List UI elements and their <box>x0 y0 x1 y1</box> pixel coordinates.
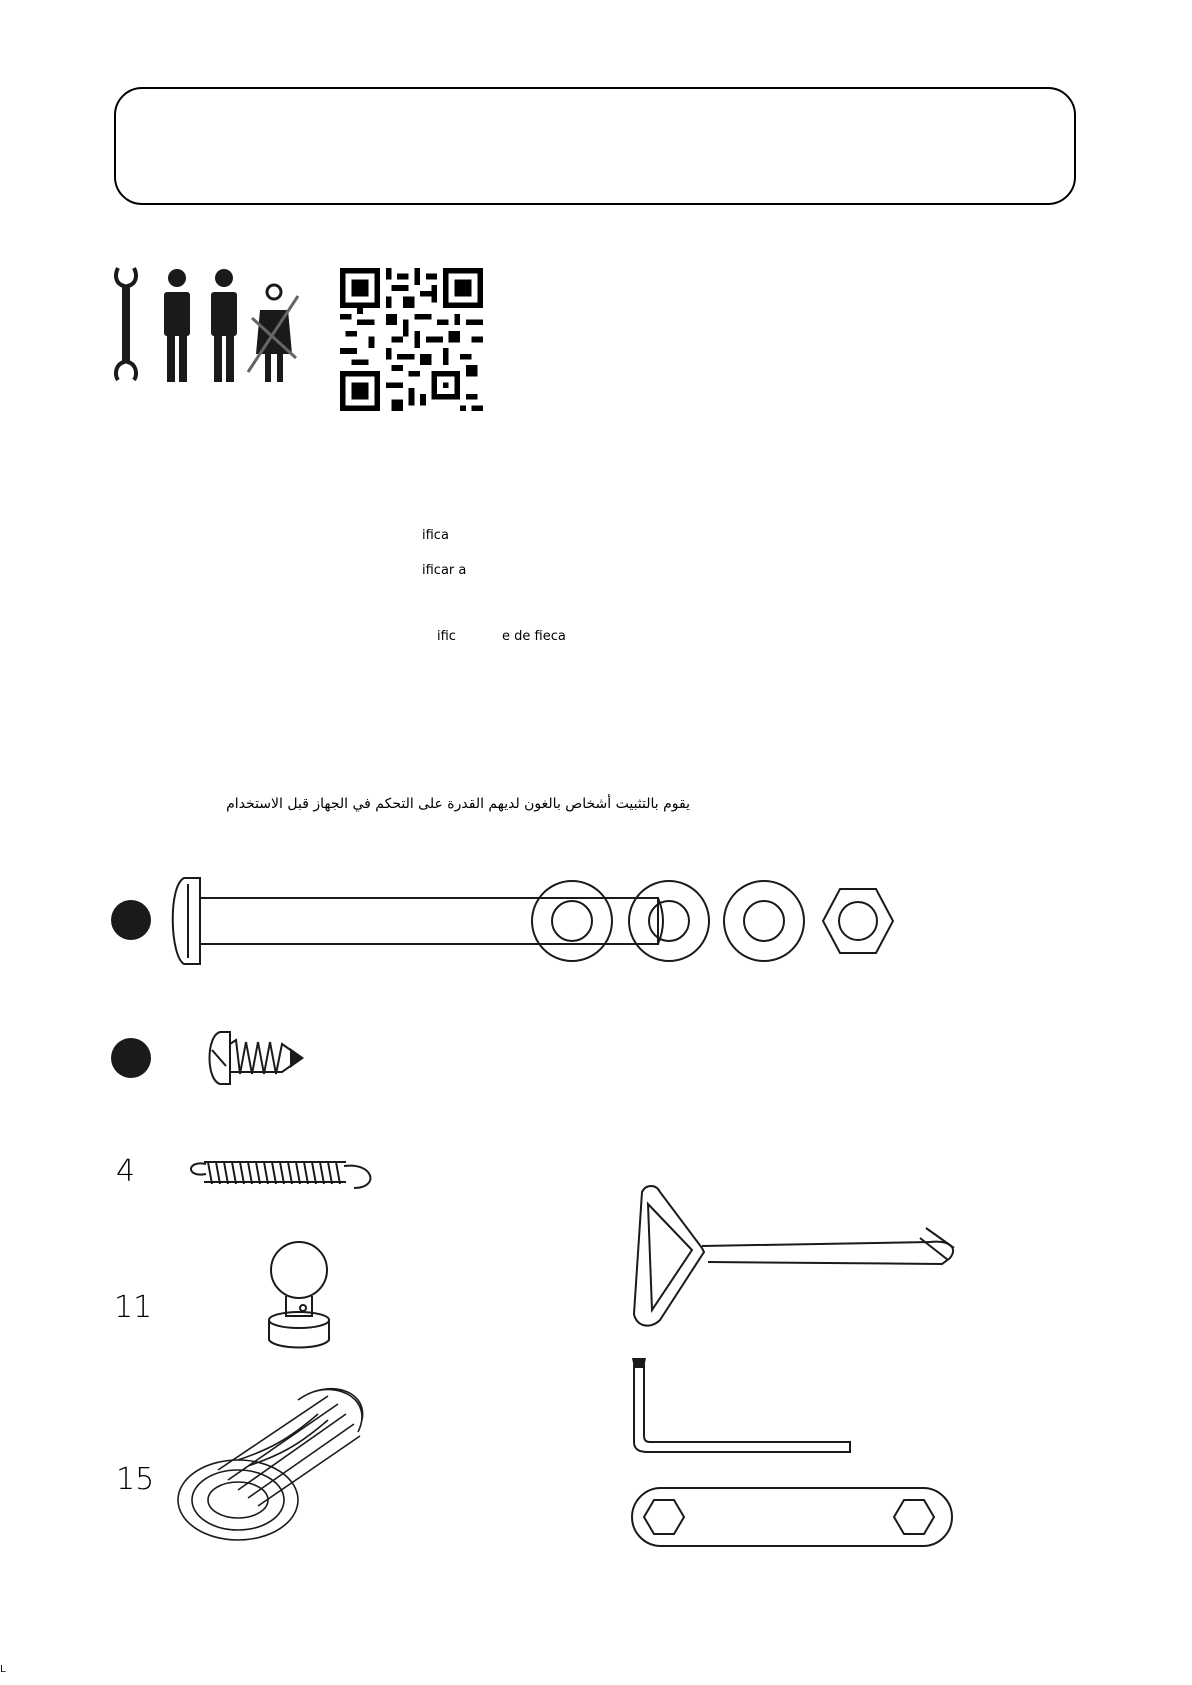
part-marker-dot <box>111 1038 151 1078</box>
footer-mark: L <box>0 1664 6 1675</box>
arabic-warning: يقوم بالتثبيت أشخاص بالغون لديهم القدرة على التحكم في الجهاز قبل الاستخدام <box>226 796 690 812</box>
part-number: 11 <box>114 1290 153 1325</box>
bolt-with-washers-and-nut <box>168 876 908 968</box>
double-hex-wrench <box>630 1486 954 1548</box>
washers <box>532 881 804 961</box>
qr-code[interactable] <box>340 268 483 411</box>
text-fragment: ifica <box>422 528 449 543</box>
part-number: 15 <box>116 1462 155 1497</box>
adult-person-icon <box>164 269 190 382</box>
wrench-icon <box>116 268 136 380</box>
title-box <box>114 87 1076 205</box>
spring <box>184 1154 384 1196</box>
bolt-shank <box>200 898 658 944</box>
requirements-icons <box>112 262 312 384</box>
self-tapping-screw <box>206 1030 306 1086</box>
bolt-head <box>173 878 200 964</box>
adult-person-icon <box>211 269 237 382</box>
hex-nut <box>823 889 893 953</box>
part-number: 4 <box>116 1154 136 1189</box>
t-handle-hook-tool <box>630 1182 970 1330</box>
text-fragment: e de fieca <box>502 629 566 644</box>
torx-l-key <box>626 1358 856 1456</box>
part-marker-dot <box>111 900 151 940</box>
ball-knob <box>266 1240 336 1352</box>
no-child-icon <box>248 285 298 382</box>
bungee-cord <box>178 1380 378 1550</box>
text-fragment: ific <box>437 629 456 644</box>
text-fragment: ificar a <box>422 563 467 578</box>
